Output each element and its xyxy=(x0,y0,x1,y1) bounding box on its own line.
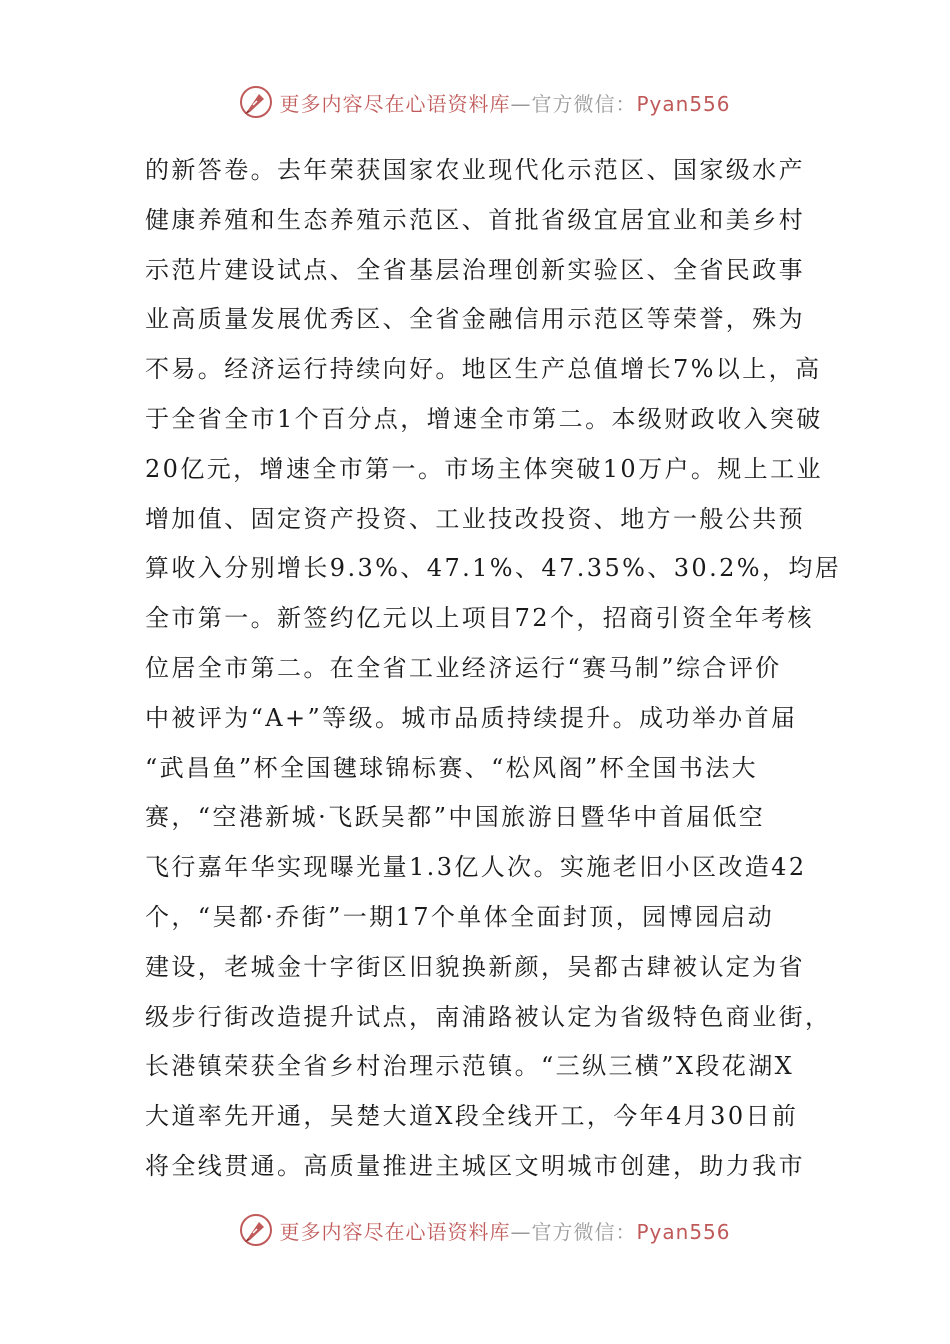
body-text-line: 示范片建设试点、全省基层治理创新实验区、全省民政事 xyxy=(145,255,805,284)
header-banner xyxy=(0,82,950,122)
body-text-line: 长港镇荣获全省乡村治理示范镇。“三纵三横”X段花湖X xyxy=(145,1052,795,1081)
footer-banner-official: 官方微信： xyxy=(531,1219,637,1244)
header-banner-text xyxy=(279,88,730,117)
body-text-line: “武昌鱼”杯全国毽球锦标赛、“松风阁”杯全国书法大 xyxy=(145,753,759,782)
body-text-line: 的新答卷。去年荣获国家农业现代化示范区、国家级水产 xyxy=(145,156,805,184)
body-text-line: 业高质量发展优秀区、全省金融信用示范区等荣誉，殊为 xyxy=(145,305,805,334)
header-banner-wechat-id: Pyan556 xyxy=(636,91,731,116)
footer-banner-main: 更多内容尽在心语资料库 xyxy=(279,1219,511,1244)
body-text-line: 飞行嘉年华实现曝光量1.3亿人次。实施老旧小区改造42 xyxy=(145,853,807,882)
footer-banner-text xyxy=(279,1216,730,1245)
body-text-line: 建设，老城金十字街区旧貌换新颜，吴都古肆被认定为省 xyxy=(145,952,805,981)
body-text-line: 大道率先开通，吴楚大道X段全线开工，今年4月30日前 xyxy=(145,1102,799,1131)
document-body xyxy=(145,146,842,1192)
footer-banner-inner xyxy=(239,1213,730,1247)
body-text-line: 个，“吴都·乔街”一期17个单体全面封顶，园博园启动 xyxy=(145,902,775,931)
body-text-line: 赛，“空港新城·飞跃吴都”中国旅游日暨华中首届低空 xyxy=(145,803,766,832)
footer-banner xyxy=(0,1210,950,1250)
body-text-line: 算收入分别增长9.3%、47.1%、47.35%、30.2%，均居 xyxy=(145,554,842,583)
body-text-line: 于全省全市1个百分点，增速全市第二。本级财政收入突破 xyxy=(145,404,823,433)
body-text-line: 级步行街改造提升试点，南浦路被认定为省级特色商业街， xyxy=(145,1002,832,1031)
header-banner-inner xyxy=(239,85,730,119)
body-text-line: 健康养殖和生态养殖示范区、首批省级宜居宜业和美乡村 xyxy=(145,205,805,234)
body-text-line: 增加值、固定资产投资、工业技改投资、地方一般公共预 xyxy=(145,504,805,533)
body-text-line: 将全线贯通。高质量推进主城区文明城市创建，助力我市 xyxy=(145,1151,805,1180)
footer-banner-wechat-id: Pyan556 xyxy=(636,1219,731,1244)
header-banner-dash: — xyxy=(510,91,532,116)
header-banner-official: 官方微信： xyxy=(531,91,637,116)
footer-banner-dash: — xyxy=(510,1219,532,1244)
body-text-line: 不易。经济运行持续向好。地区生产总值增长7%以上，高 xyxy=(145,355,822,384)
header-banner-main: 更多内容尽在心语资料库 xyxy=(279,91,511,116)
body-text-line: 20亿元，增速全市第一。市场主体突破10万户。规上工业 xyxy=(145,454,823,483)
body-text-line: 全市第一。新签约亿元以上项目72个，招商引资全年考核 xyxy=(145,604,814,633)
pen-nib-icon xyxy=(239,85,273,119)
body-text-line: 中被评为“A+”等级。城市品质持续提升。成功举办首届 xyxy=(145,703,798,732)
body-text-line: 位居全市第二。在全省工业经济运行“赛马制”综合评价 xyxy=(145,653,782,682)
pen-nib-icon xyxy=(239,1213,273,1247)
